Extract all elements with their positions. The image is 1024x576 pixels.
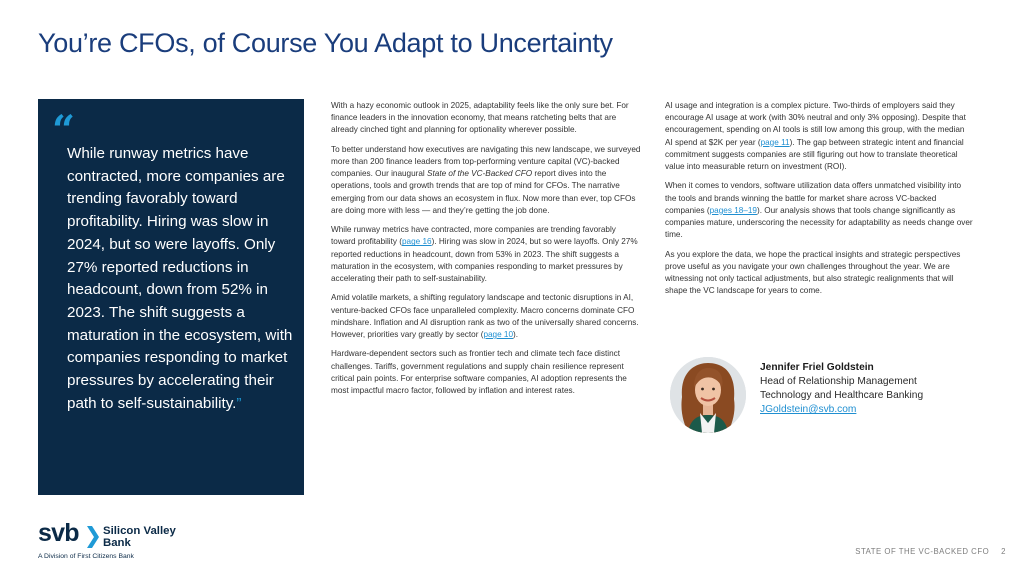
author-avatar: [670, 357, 746, 433]
page-link[interactable]: page 16: [402, 237, 432, 247]
pull-quote-text: While runway metrics have contracted, more companies are trending favorably toward profitability. Hiring was slow in 2024, but so were layoffs. Only 27% reported reductions in headcount, down from 52% in 2023. The shift suggests a maturation in the ecosystem, with companies responding to market pressures by accelerating their path to self-sustainability.: [67, 145, 293, 412]
pull-quote-panel: [38, 99, 304, 495]
footer-report-name: STATE OF THE VC-BACKED CFO: [855, 547, 990, 556]
body-column-left: [331, 100, 642, 397]
author-title: Head of Relationship Management: [760, 376, 917, 388]
page-link[interactable]: pages 18–19: [709, 205, 757, 215]
author-department: Technology and Healthcare Banking: [760, 390, 924, 402]
paragraph: While runway metrics have contracted, more companies are trending favorably toward profitability (page 16). Hiring was slow in 2024, but so were layoffs. Only 27% reported reductions in headcount, down from 53% in 2023. The shift suggests a maturation in the ecosystem, with companies responding to market pressures by accelerating their path to self-sustainability.: [331, 225, 638, 284]
pull-quote: [67, 143, 295, 415]
paragraph: As you explore the data, we hope the practical insights and strategic perspectives prove useful as you navigate your own challenges throughout the year. We are witnessing not only tactical adjustments, but also strategic realignments that will shape the VC landscape for years to come.: [665, 249, 961, 296]
page-link[interactable]: page 10: [483, 330, 514, 340]
paragraph: Hardware-dependent sectors such as frontier tech and climate tech face distinct challenges. Tariffs, government regulations and supply chain resilience represent critical pain points. For enterprise software companies, AI adoption represents the most impactful macro factor, followed by inflation and interest rates.: [331, 349, 627, 396]
body-column-right: [665, 100, 974, 297]
page-title: You’re CFOs, of Course You Adapt to Uncertainty: [38, 28, 613, 58]
author-name: Jennifer Friel Goldstein: [760, 362, 874, 373]
svb-logo: [38, 519, 198, 562]
logo-wordmark: svb: [38, 519, 79, 547]
quote-mark-icon: “: [52, 107, 76, 154]
chevron-right-icon: [87, 526, 99, 548]
author-portrait-icon: [670, 357, 746, 433]
paragraph: AI usage and integration is a complex picture. Two-thirds of employers said they encourage AI usage at work (with 30% neutral and only 3% opposing). Despite that encouragement, spending on AI tools is still low among this group, with the median AI spend at $2K per year (page 11). The gap between strategic intent and financial commitment suggests companies are still figuring out how to translate theoretical value into measurable return on investment (ROI).: [665, 101, 966, 172]
quote-close-icon: ”: [236, 394, 242, 412]
paragraph: To better understand how executives are navigating this new landscape, we surveyed more than 200 finance leaders from top-performing venture capital (VC)-backed companies. Our inaugural State of the VC-Backed CFO report dives into the operations, tools and growth trends that are top of mind for CFOs. The narrative emerging from our data shows an ecosystem in flux. Now more than ever, top CFOs are doing more with less — and they’re getting the job done.: [331, 144, 641, 215]
paragraph: Amid volatile markets, a shifting regulatory landscape and tectonic disruptions in AI, venture-backed CFOs face unparalleled complexity. Macro concerns dominate CFO mindshare. Inflation and AI disruption rank as two of the universally shared concerns. However, priorities vary greatly by sector (page 10).: [331, 293, 639, 340]
author-info: [760, 361, 990, 417]
report-title: State of the VC-Backed CFO: [427, 169, 533, 179]
logo-bank-name: Silicon Valley Bank: [103, 525, 176, 549]
paragraph: When it comes to vendors, software utilization data offers unmatched visibility into the tools and brands winning the battle for market share across VC-backed companies (pages 18–19). Our analysis shows that tools change significantly as companies mature, underscoring the necessity for adaptability as needs change over time.: [665, 181, 973, 240]
author-email-link[interactable]: JGoldstein@svb.com: [760, 404, 857, 416]
page-link[interactable]: page 11: [760, 137, 790, 147]
page-number: 2: [1001, 547, 1006, 556]
paragraph: With a hazy economic outlook in 2025, adaptability feels like the only sure bet. For finance leaders in the innovation economy, that means ratcheting belts that are already cinched tight and planning for optionality wherever possible.: [331, 101, 629, 135]
logo-subtitle: A Division of First Citizens Bank: [38, 553, 134, 560]
page-footer: [855, 547, 1006, 556]
